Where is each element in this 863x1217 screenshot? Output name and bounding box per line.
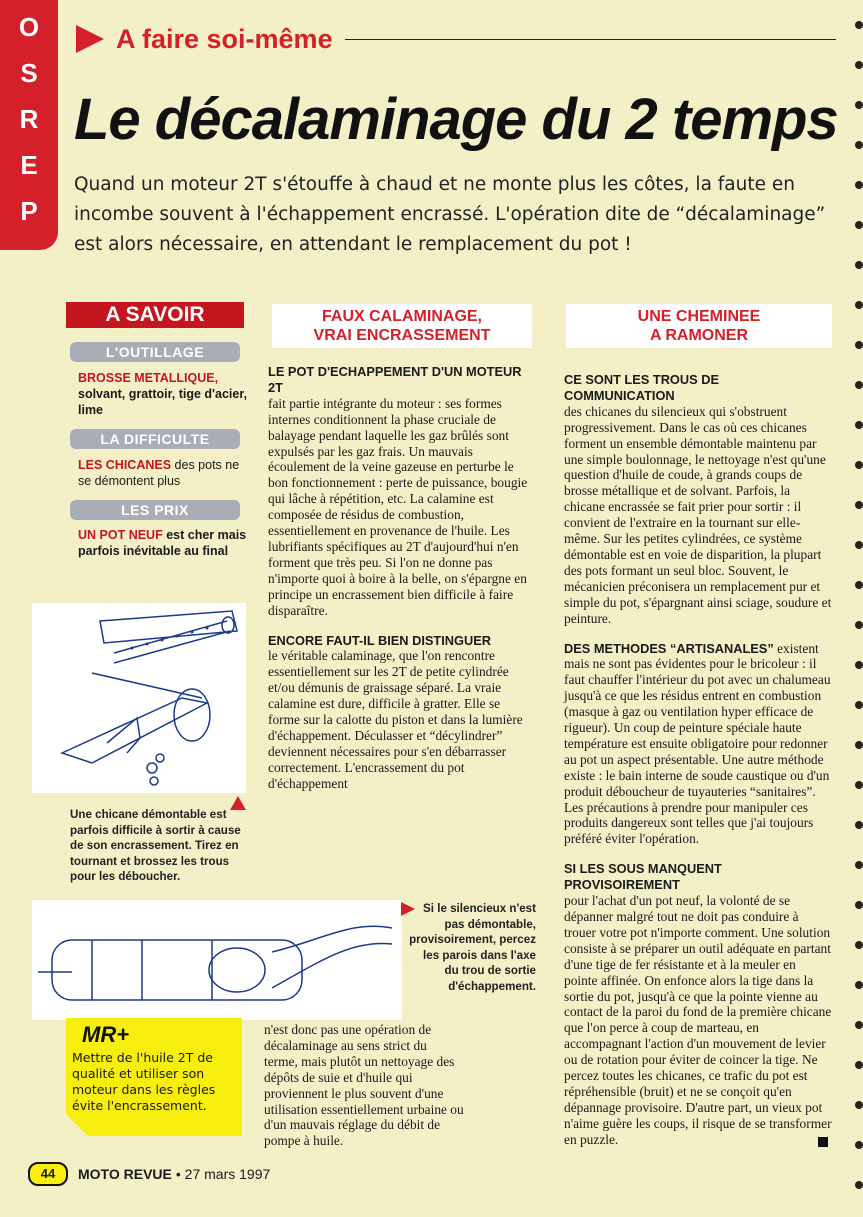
col2-p2-head: ENCORE FAUT-IL BIEN DISTINGUER bbox=[268, 632, 492, 648]
col3-heading-line1: UNE CHEMINEE bbox=[637, 308, 761, 325]
section-tab-letter: S bbox=[20, 58, 38, 88]
col3-p1-head: CE SONT LES TROUS DE COMMUNICATION bbox=[564, 372, 719, 403]
outillage-label: L'OUTILLAGE bbox=[70, 342, 240, 362]
section-tab-letter: R bbox=[19, 104, 39, 134]
prix-rest: est cher mais parfois inévitable au final bbox=[78, 528, 247, 558]
col2-p3-body: n'est donc pas une opération de décalaminage au sens strict du terme, mais plutôt un nettoyage des dépôts de suie et d'huile qui proviennent le plus souvent d'une utilisation essentiellement urbaine ou d'un mauvais réglage du débit de pompe à huile. bbox=[264, 1022, 464, 1149]
section-tab-letter: E bbox=[20, 150, 38, 180]
col3-p1-body: des chicanes du silencieux qui s'obstruent progressivement. Dans le cas où ces chicanes forment un ensemble démontable maintenu par une simple boulonnage, le nettoyage n'est qu'une question d'huile de coude, à grands coups de brosse métallique et de solvant. Parfois, la chicane encrassée se fait prier pour sortir : il convient de l'extraire en la tournant sur elle-même. Sur les petites cylindrées, ce système démontable est en voie de disparition, la plupart des pots formant un seul bloc. Souvent, le mécanicien préconisera un remplacement pur et simple du pot, s'épargnant ainsi sciage, soudure et peinture. bbox=[564, 403, 832, 626]
end-mark bbox=[818, 1137, 828, 1147]
silencer-illustration bbox=[32, 900, 402, 1020]
col2-p1-body: fait partie intégrante du moteur : ses formes internes conditionnent la phase cruciale de balayage pendant laquelle les gaz brûlés sont expulsés par les gaz frais. Un mauvais écoulement de la veine gazeuse en perturbe le bon fonctionnement : perte de puissance, bougie qui lâche à répétition, etc. La calamine est composée de résidus de combustion, essentiellement en provenance de l'huile. Les lubrifiants spécifiques au 2T d'aujourd'hui n'en forment que très peu. Si l'on ne donne pas n'importe quoi à boire à la belle, on s'épargne en principe un encrassement bien difficile à faire disparaître. bbox=[268, 395, 528, 618]
col3-heading bbox=[566, 304, 832, 348]
col2-heading-line1: FAUX CALAMINAGE, bbox=[322, 308, 482, 325]
difficulte-text bbox=[78, 457, 248, 489]
silencer-drawing bbox=[32, 900, 402, 1020]
col2-body-end bbox=[264, 1022, 464, 1163]
prix-highlight: UN POT NEUF bbox=[78, 528, 163, 542]
page-number: 44 bbox=[28, 1162, 68, 1186]
prix-text bbox=[78, 527, 248, 559]
a-savoir-title: A SAVOIR bbox=[66, 302, 244, 328]
col2-p1-head: LE POT D'ECHAPPEMENT D'UN MOTEUR 2T bbox=[268, 364, 522, 395]
section-tab-letter: O bbox=[18, 12, 40, 42]
folio bbox=[28, 1162, 270, 1186]
difficulte-highlight: LES CHICANES bbox=[78, 458, 172, 472]
col2-p2-body: le véritable calaminage, que l'on rencontre essentiellement sur les 2T de petite cylindrée et/ou démunis de graissage séparé. La vraie calamine est dure, difficile à gratter. Elle se forme sur la calotte du piston et dans la lumière d'échappement. Déculasser et “décylindrer” deviennent nécessaires pour s'en débarrasser correctement. L'encrassement du pot d'échappement bbox=[268, 648, 523, 791]
outillage-highlight: BROSSE METALLIQUE, bbox=[78, 371, 219, 385]
caption-chicane: Une chicane démontable est parfois difficile à sortir à cause de son encrassement. Tirez en tournant et brossez les trous pour les déboucher. bbox=[70, 808, 241, 883]
spiral-binding bbox=[851, 0, 863, 1217]
col3-heading-line2: A RAMONER bbox=[649, 327, 749, 344]
prix-label: LES PRIX bbox=[70, 500, 240, 520]
tip-logo: MR+ bbox=[82, 1022, 130, 1047]
tip-fold bbox=[66, 1114, 88, 1136]
kicker-text: A faire soi-même bbox=[116, 23, 333, 54]
section-tab-letter: P bbox=[20, 196, 38, 226]
col2-body bbox=[268, 364, 534, 806]
caption-silencer: Si le silencieux n'est pas démontable, provisoirement, percez les parois dans l'axe du trou de sortie d'échappement. bbox=[409, 902, 536, 993]
col2-heading bbox=[272, 304, 532, 348]
col3-p2-body: existent mais ne sont pas évidentes pour le bricoleur : il faut chauffer l'intérieur du pot avec un chalumeau jusqu'à ce que les résidus entrent en combustion (masque à gaz ou ventilation hyper efficace de rigueur). Un coup de peinture spéciale haute température est ensuite obligatoire pour redonner au pot un aspect présentable. Une autre méthode existe : le bain interne de soude caustique ou d'un produit déboucheur de tuyauteries “sanitaires”. Les précautions à prendre pour manipuler ces produits dangereux sont telles que j'ai toujours préféré éviter l'opération. bbox=[564, 640, 831, 847]
intro-paragraph: Quand un moteur 2T s'étouffe à chaud et ne monte plus les côtes, la faute en incombe souvent à l'échappement encrassé. L'opération dite de “décalaminage” est alors nécessaire, en attendant le remplacement du pot ! bbox=[74, 174, 826, 255]
chicane-drawing bbox=[32, 603, 246, 793]
difficulte-label: LA DIFFICULTE bbox=[70, 429, 240, 449]
outillage-rest: solvant, grattoir, tige d'acier, lime bbox=[78, 387, 247, 417]
chicane-illustration bbox=[32, 603, 246, 793]
section-tab bbox=[0, 0, 58, 250]
col3-p3-head: SI LES SOUS MANQUENT PROVISOIREMENT bbox=[564, 861, 722, 893]
col3-body bbox=[564, 372, 832, 1162]
kicker-rule bbox=[345, 39, 836, 40]
col3-p2-head: DES METHODES “ARTISANALES” bbox=[564, 640, 774, 656]
issue-date: • 27 mars 1997 bbox=[175, 1166, 271, 1182]
kicker bbox=[76, 22, 836, 56]
outillage-text bbox=[78, 370, 248, 418]
col2-heading-line2: VRAI ENCRASSEMENT bbox=[313, 327, 491, 344]
headline: Le décalaminage du 2 temps bbox=[74, 87, 838, 152]
tip-text: Mettre de l'huile 2T de qualité et utiliser son moteur dans les règles évite l'encrassement. bbox=[72, 1050, 216, 1113]
col3-p3-body: pour l'achat d'un pot neuf, la volonté de se dépanner malgré tout ne doit pas conduire à trouer votre pot n'importe comment. Une solution consiste à se préparer un outil adéquate en partant d'une tige de fer résistante et à la meuler en pointe affinée. On enfonce alors la tige dans la sortie du pot, jusqu'à ce que la pointe vienne au contact de la paroi du fond de la première chicane que l'on perce à coup de marteau, en accompagnant l'action d'un mouvement de levier ou de rotation pour éviter de coincer la tige. Ne percez toutes les chicanes, ce trafic du pot est répréhensible (bruit) et ne se conçoit qu'en dépannage provisoire. D'autre part, un vieux pot n'aime guère les coups, il risque de se transformer en puzzle. bbox=[564, 893, 832, 1147]
difficulte-rest: des pots ne se démontent plus bbox=[78, 458, 240, 488]
magazine-name: MOTO REVUE bbox=[78, 1166, 172, 1182]
kicker-arrow-icon bbox=[76, 25, 104, 53]
